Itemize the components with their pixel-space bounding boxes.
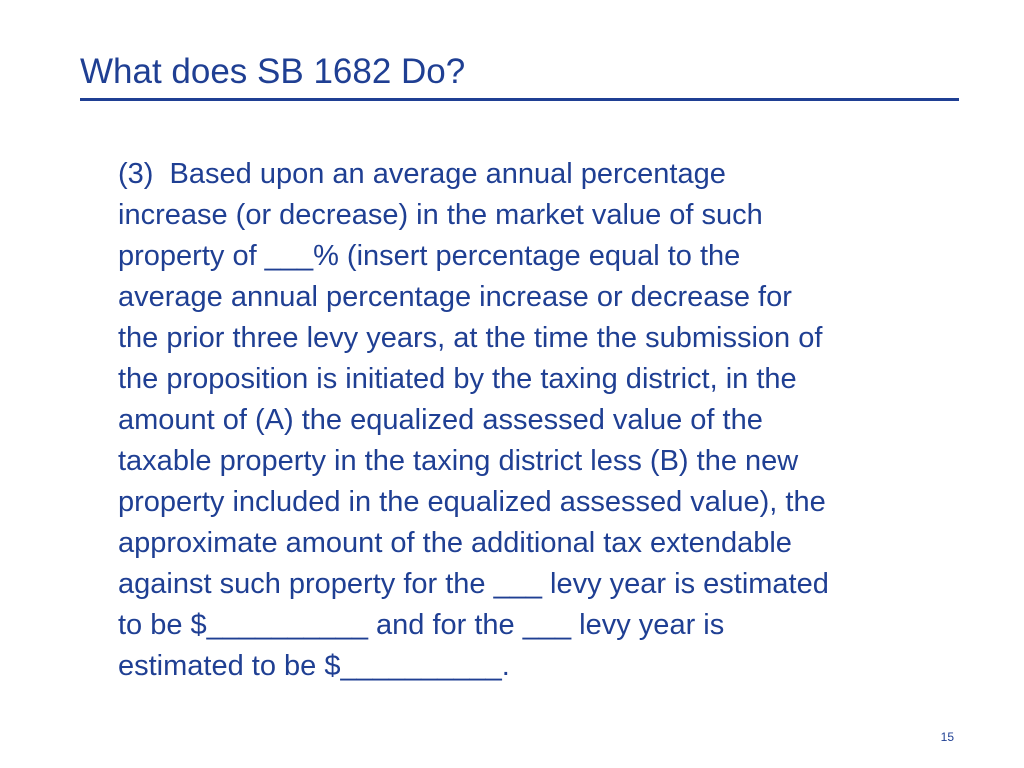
title-underline [80, 98, 959, 101]
body-line: taxable property in the taxing district less (B) the new [118, 445, 799, 477]
body-line: the proposition is initiated by the taxing district, in the [118, 363, 797, 395]
slide-title: What does SB 1682 Do? [80, 52, 466, 91]
body-line: the prior three levy years, at the time the submission of [118, 322, 823, 354]
body-line: increase (or decrease) in the market value of such [118, 199, 763, 231]
page-number: 15 [940, 730, 954, 744]
slide-body-paragraph [118, 154, 968, 687]
body-line: (3) Based upon an average annual percentage [118, 158, 726, 190]
body-line: average annual percentage increase or decrease for [118, 281, 792, 313]
body-line: approximate amount of the additional tax extendable [118, 527, 792, 559]
body-line: to be $__________ and for the ___ levy year is [118, 609, 725, 641]
body-line: property included in the equalized assessed value), the [118, 486, 826, 518]
body-line: against such property for the ___ levy year is estimated [118, 568, 829, 600]
body-line: amount of (A) the equalized assessed value of the [118, 404, 763, 436]
body-line: estimated to be $__________. [118, 650, 510, 682]
body-line: property of ___% (insert percentage equal to the [118, 240, 741, 272]
